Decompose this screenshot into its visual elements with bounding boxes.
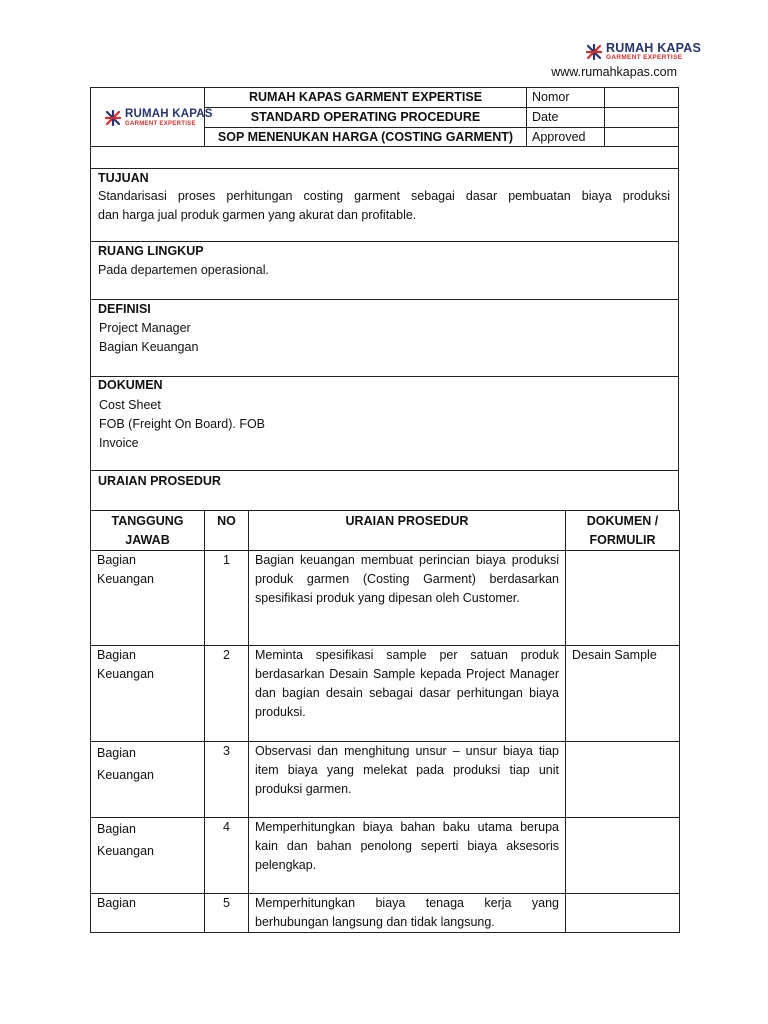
tujuan-line-1: Standarisasi proses perhitungan costing garment sebagai dasar pembuatan biaya produksi	[98, 189, 670, 203]
dokumen-item: Cost Sheet	[99, 398, 161, 412]
cell-doc: Desain Sample	[566, 646, 680, 742]
cell-pj: Bagian Keuangan	[91, 646, 205, 742]
cell-doc	[566, 742, 680, 818]
table-row	[91, 742, 680, 818]
cell-no: 2	[205, 646, 249, 742]
cell-doc	[566, 818, 680, 894]
cell-no: 1	[205, 551, 249, 646]
col-header-dokumen: DOKUMEN / FORMULIR	[566, 511, 680, 551]
cell-no: 3	[205, 742, 249, 818]
brand-name: RUMAH KAPAS	[606, 41, 702, 55]
cell-desc: Memperhitungkan biaya bahan baku utama berupa kain dan bahan penolong seperti biaya aksesoris pelengkap.	[249, 818, 566, 894]
cell-doc	[566, 894, 680, 933]
header-company: RUMAH KAPAS GARMENT EXPERTISE	[248, 90, 483, 104]
header-doc-type: STANDARD OPERATING PROCEDURE	[250, 110, 481, 124]
section-ruang-lingkup	[90, 241, 679, 300]
label-nomor: Nomor	[532, 90, 570, 104]
cell-desc: Meminta spesifikasi sample per satuan produk berdasarkan Desain Sample kepada Project Manager dan bagian desain sebagai dasar perhitungan biaya produksi.	[249, 646, 566, 742]
table-row	[91, 551, 680, 646]
table-row	[91, 818, 680, 894]
cell-pj: Bagian	[91, 894, 205, 933]
cell-pj: Bagian Keuangan	[91, 742, 205, 818]
col-header-pj: TANGGUNG JAWAB	[91, 511, 205, 551]
section-tujuan	[90, 168, 679, 242]
header-brand-tagline: GARMENT EXPERTISE	[125, 120, 196, 127]
table-row	[91, 894, 680, 933]
section-uraian	[90, 470, 679, 511]
dokumen-item: Invoice	[99, 436, 139, 450]
spacer-row	[90, 146, 679, 169]
brand-tagline: GARMENT EXPERTISE	[606, 53, 683, 61]
table-row	[91, 646, 680, 742]
header-logo	[105, 109, 213, 127]
col-header-no: NO	[205, 511, 249, 551]
procedure-table	[90, 510, 680, 933]
section-dokumen	[90, 376, 679, 471]
brand-logo	[586, 42, 701, 61]
header-brand-name: RUMAH KAPAS	[125, 108, 213, 120]
logo-mark-icon	[586, 44, 602, 60]
logo-mark-icon	[105, 110, 121, 126]
section-definisi	[90, 299, 679, 377]
header-doc-title: SOP MENENUKAN HARGA (COSTING GARMENT)	[217, 130, 514, 144]
ruang-line-1: Pada departemen operasional.	[98, 263, 269, 277]
sop-header	[90, 87, 679, 147]
cell-no: 4	[205, 818, 249, 894]
tujuan-title: TUJUAN	[98, 171, 149, 185]
cell-pj: Bagian Keuangan	[91, 818, 205, 894]
cell-doc	[566, 551, 680, 646]
label-approved: Approved	[532, 130, 586, 144]
dokumen-item: FOB (Freight On Board). FOB	[99, 417, 266, 431]
definisi-item: Bagian Keuangan	[99, 340, 199, 354]
col-header-uraian: URAIAN PROSEDUR	[249, 511, 566, 551]
uraian-title: URAIAN PROSEDUR	[98, 474, 221, 488]
label-date: Date	[532, 110, 559, 124]
website-link[interactable]: www.rumahkapas.com	[551, 65, 677, 79]
cell-desc: Memperhitungkan biaya tenaga kerja yang berhubungan langsung dan tidak langsung.	[249, 894, 566, 933]
cell-pj: Bagian Keuangan	[91, 551, 205, 646]
cell-desc: Observasi dan menghitung unsur – unsur biaya tiap item biaya yang melekat pada produksi tiap unit produksi garmen.	[249, 742, 566, 818]
ruang-title: RUANG LINGKUP	[98, 244, 204, 258]
tujuan-line-2: dan harga jual produk garmen yang akurat dan profitable.	[98, 208, 417, 222]
cell-desc: Bagian keuangan membuat perincian biaya produksi produk garmen (Costing Garment) berdasarkan spesifikasi produk yang dipesan oleh Customer.	[249, 551, 566, 646]
definisi-item: Project Manager	[99, 321, 191, 335]
dokumen-title: DOKUMEN	[98, 378, 163, 392]
definisi-title: DEFINISI	[98, 302, 151, 316]
cell-no: 5	[205, 894, 249, 933]
